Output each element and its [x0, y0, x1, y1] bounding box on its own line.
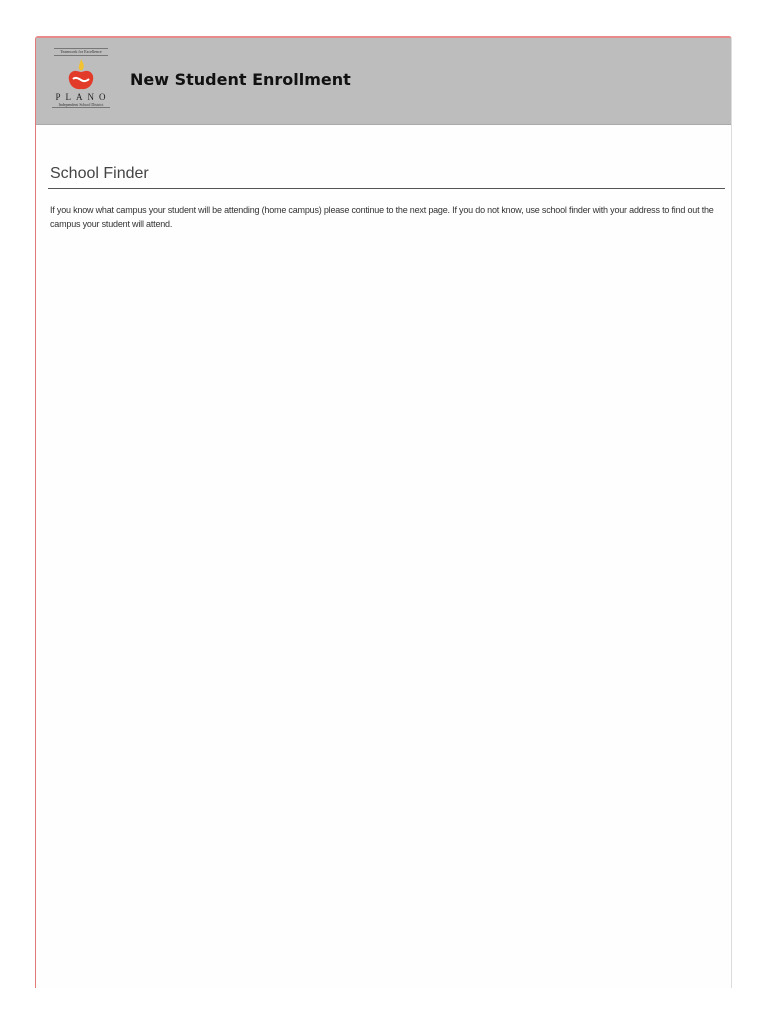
enrollment-form-frame: [35, 36, 732, 988]
plano-isd-logo: [48, 46, 114, 118]
school-finder-instructions: If you know what campus your student will be attending (home campus) please continue to the next page. If you do not know, use school finder with your address to find out the campus your student will attend.: [50, 205, 714, 229]
logo-district: Independent School District: [52, 102, 110, 108]
page-header: [36, 38, 731, 125]
logo-name: PLANO: [55, 92, 111, 102]
section-divider: [48, 188, 725, 189]
page-title: New Student Enrollment: [130, 70, 351, 89]
section-title-school-finder: School Finder: [50, 165, 149, 182]
logo-tagline: Teamwork for Excellence: [54, 48, 108, 56]
apple-flame-icon: [66, 57, 96, 91]
